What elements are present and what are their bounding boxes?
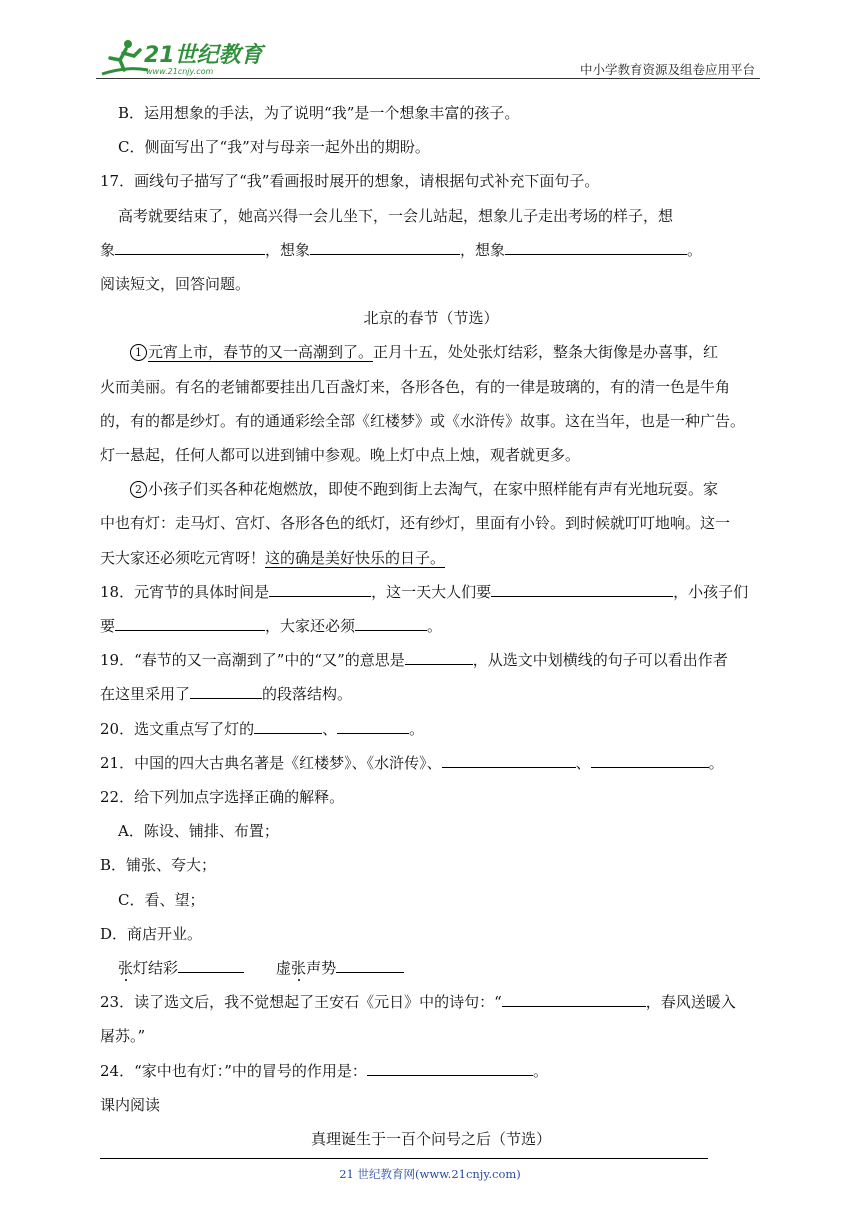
question-21 — [100, 746, 762, 780]
question-18-line-1 — [100, 575, 762, 609]
paragraph-1-line-2: 火而美丽。有名的老铺都要挂出几百盏灯来，各形各色，有的一律是玻璃的，有的清一色是牛角 — [100, 377, 731, 396]
text-segment: ，春风送暖入 — [645, 993, 736, 1012]
answer-blank[interactable] — [502, 988, 646, 1007]
section-label: 课内阅读 — [100, 1095, 161, 1114]
text-segment: ，这一天大人们要 — [371, 582, 492, 601]
answer-blank[interactable] — [310, 236, 460, 255]
text-segment: ，从选文中划横线的句子可以看出作者 — [472, 651, 728, 670]
runner-logo-icon — [96, 36, 266, 80]
platform-name: 中小学教育资源及组卷应用平台 — [579, 62, 755, 77]
text-segment: 19．“春节的又一高潮到了”中的“又”的意思是 — [100, 651, 405, 670]
text-segment: ，想象 — [460, 240, 506, 259]
option-b-line: B．运用想象的手法，为了说明“我”是一个想象丰富的孩子。 — [118, 104, 520, 122]
text-segment: 。 — [427, 617, 443, 636]
paragraph-number-1: 1 — [130, 344, 147, 361]
option-b: B．铺张、夸大； — [100, 856, 217, 875]
question-24 — [100, 1054, 762, 1088]
text-segment: 虚 — [276, 959, 292, 978]
paragraph-number-2: 2 — [130, 481, 147, 498]
underlined-sentence: 这的确是美好快乐的日子。 — [265, 548, 446, 567]
answer-blank[interactable] — [405, 646, 473, 665]
question-17-prompt: 高考就要结束了，她高兴得一会儿坐下，一会儿站起，想象儿子走出考场的样子，想 — [118, 206, 674, 225]
option-c-line: C．侧面写出了“我”对与母亲一起外出的期盼。 — [118, 138, 430, 157]
answer-blank[interactable] — [505, 236, 687, 255]
question-23-line-2: 屠苏。” — [100, 1027, 146, 1046]
question-22: 22．给下列加点字选择正确的解释。 — [100, 788, 345, 807]
text-segment: 。 — [409, 719, 425, 738]
answer-blank[interactable] — [254, 715, 322, 734]
reading-instruction: 阅读短文，回答问题。 — [100, 275, 251, 294]
text-segment: 在这里采用了 — [100, 685, 191, 704]
dotted-char: 张 — [118, 959, 134, 978]
question-22-words — [100, 951, 762, 985]
answer-blank[interactable] — [269, 578, 371, 597]
question-23-line-1 — [100, 985, 762, 1019]
paragraph-1-line-3: 的，有的都是纱灯。有的通通彩绘全部《红楼梦》或《水浒传》故事。这在当年，也是一种广告。 — [100, 411, 746, 430]
answer-blank[interactable] — [355, 612, 427, 631]
text-segment: 。 — [687, 240, 703, 259]
text-segment: 正月十五，处处张灯结彩，整条大街像是办喜事，红 — [373, 343, 719, 362]
answer-blank[interactable] — [336, 954, 404, 973]
text-segment: 象 — [100, 240, 116, 259]
answer-blank[interactable] — [115, 236, 265, 255]
answer-blank[interactable] — [442, 749, 576, 768]
underlined-sentence: 元宵上市，春节的又一高潮到了。 — [148, 343, 374, 362]
text-segment: 23．读了选文后，我不觉想起了王安石《元日》中的诗句：“ — [100, 993, 502, 1012]
paragraph-1-line-1 — [100, 335, 762, 369]
document-body — [100, 96, 762, 1156]
logo-url-text: www.21cnjy.com — [146, 67, 214, 76]
answer-blank[interactable] — [491, 578, 673, 597]
text-segment: ，小孩子们 — [673, 582, 749, 601]
question-17: 17．画线句子描写了“我”看画报时展开的想象，请根据句式补充下面句子。 — [100, 172, 600, 191]
text-segment: 的段落结构。 — [262, 685, 353, 704]
option-a: A．陈设、铺排、布置； — [118, 822, 279, 841]
answer-blank[interactable] — [115, 612, 265, 631]
paragraph-2-line-1 — [100, 472, 762, 506]
text-segment: 21．中国的四大古典名著是《红楼梦》、《水浒传》、 — [100, 753, 442, 772]
text-segment: 、 — [322, 719, 338, 738]
footer-link[interactable]: 21 世纪教育网(www.21cnjy.com) — [339, 1167, 521, 1181]
text-segment: 灯结彩 — [133, 959, 179, 978]
logo-brand-text: 21世纪教育 — [144, 43, 263, 68]
text-segment: ，大家还必须 — [265, 617, 356, 636]
dotted-char: 张 — [291, 959, 307, 978]
question-20 — [100, 712, 762, 746]
text-segment: 20．选文重点写了灯的 — [100, 719, 255, 738]
paragraph-1-line-4: 灯一悬起，任何人都可以进到铺中参观。晚上灯中点上烛，观者就更多。 — [100, 446, 581, 465]
site-logo — [96, 36, 266, 80]
footer-divider — [100, 1158, 708, 1159]
answer-blank[interactable] — [337, 715, 409, 734]
option-d: D．商店开业。 — [100, 924, 203, 943]
paragraph-2-line-3 — [100, 541, 762, 575]
question-17-blanks — [100, 233, 762, 267]
text-segment: 声势 — [306, 959, 337, 978]
text-segment: 。 — [708, 753, 724, 772]
option-c: C．看、望； — [118, 890, 205, 909]
question-18-line-2 — [100, 609, 762, 643]
text-segment: 天大家还必须吃元宵呀！ — [100, 548, 266, 567]
text-segment: 24．“家中也有灯：”中的冒号的作用是： — [100, 1061, 367, 1080]
answer-blank[interactable] — [190, 680, 262, 699]
text-segment: 18．元宵节的具体时间是 — [100, 582, 270, 601]
text-segment: 要 — [100, 617, 116, 636]
answer-blank[interactable] — [367, 1057, 533, 1076]
question-19-line-1 — [100, 643, 762, 677]
passage-title-2: 真理诞生于一百个问号之后（节选） — [310, 1130, 551, 1149]
answer-blank[interactable] — [591, 749, 709, 768]
text-segment: 小孩子们买各种花炮燃放，即使不跑到街上去淘气，在家中照样能有声有光地玩耍。家 — [148, 480, 719, 499]
answer-blank[interactable] — [178, 954, 244, 973]
text-segment: 、 — [575, 753, 591, 772]
question-19-line-2 — [100, 677, 762, 711]
text-segment: ，想象 — [265, 240, 311, 259]
text-segment: 。 — [532, 1061, 548, 1080]
passage-title: 北京的春节（节选） — [363, 309, 499, 328]
header-divider — [96, 78, 760, 79]
paragraph-2-line-2: 中也有灯：走马灯、宫灯、各形各色的纸灯，还有纱灯，里面有小铃。到时候就叮叮地响。这一 — [100, 514, 731, 533]
